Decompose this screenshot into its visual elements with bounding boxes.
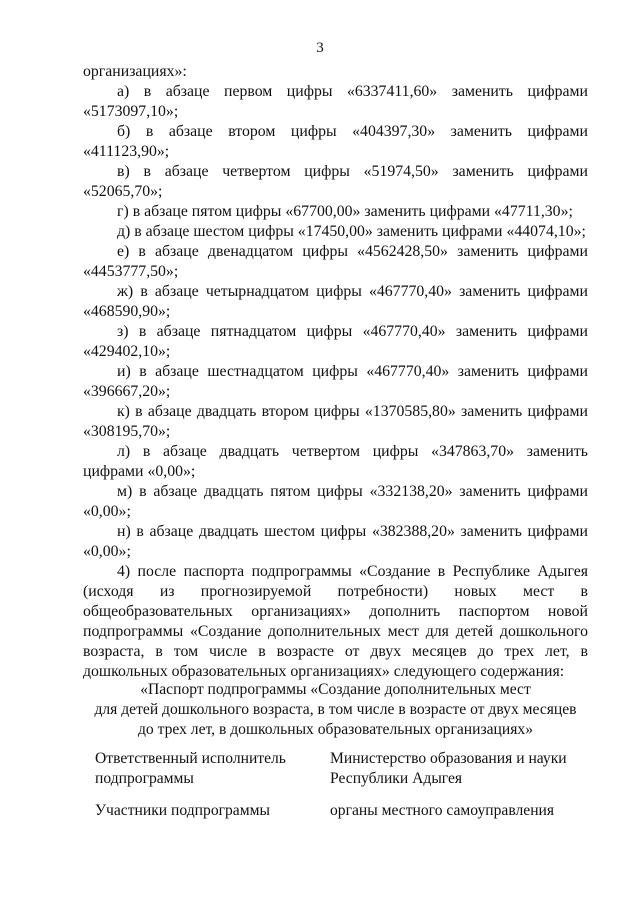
paragraph: г) в абзаце пятом цифры «67700,00» заменить цифрами «47711,30»; [117,203,573,220]
paragraph: е) в абзаце двенадцатом цифры «4562428,50» заменить цифрами «4453777,50»; [83,243,588,280]
passport-row-value: Министерство образования и науки Республики Адыгея [330,750,567,787]
paragraph: и) в абзаце шестнадцатом цифры «467770,40» заменить цифрами «396667,20»; [83,363,588,400]
document-body [83,62,588,682]
paragraph: организациях»: [83,63,187,80]
page-number: 3 [316,40,324,56]
paragraph: л) в абзаце двадцать четвертом цифры «347863,70» заменить цифрами «0,00»; [83,443,588,480]
paragraph: н) в абзаце двадцать шестом цифры «382388,20» заменить цифрами «0,00»; [83,523,588,560]
passport-row-label: Ответственный исполнитель подпрограммы [95,750,286,787]
passport-row-label: Участники подпрограммы [95,802,270,819]
passport-heading-line: до трех лет, в дошкольных образовательных организациях» [137,721,534,738]
paragraph: д) в абзаце шестом цифры «17450,00» заменить цифрами «44074,10»; [117,223,586,240]
paragraph: ж) в абзаце четырнадцатом цифры «467770,40» заменить цифрами «468590,90»; [83,283,588,320]
passport-heading [83,680,588,740]
paragraph: з) в абзаце пятнадцатом цифры «467770,40» заменить цифрами «429402,10»; [83,323,588,360]
paragraph: 4) после паспорта подпрограммы «Создание в Республике Адыгея (исходя из прогнозируемой потребности) новых мест в общеобразовательных организациях» дополнить паспортом новой подпрограммы «Создание дополнительных мест для детей дошкольного возраста, в том числе в возрасте от двух месяцев до трех лет, в дошкольных образовательных организациях» следующего содержания: [83,563,588,680]
passport-heading-line: для детей дошкольного возраста, в том числе в возрасте от двух месяцев [94,701,577,718]
passport-heading-line: «Паспорт подпрограммы «Создание дополнительных мест [140,681,531,698]
paragraph: б) в абзаце втором цифры «404397,30» заменить цифрами «411123,90»; [83,123,588,160]
paragraph: к) в абзаце двадцать втором цифры «1370585,80» заменить цифрами «308195,70»; [83,403,588,440]
paragraph: в) в абзаце четвертом цифры «51974,50» заменить цифрами «52065,70»; [83,163,588,200]
paragraph: а) в абзаце первом цифры «6337411,60» заменить цифрами «5173097,10»; [83,83,588,120]
passport-row-value: органы местного самоуправления [330,802,555,819]
paragraph: м) в абзаце двадцать пятом цифры «332138,20» заменить цифрами «0,00»; [83,483,588,520]
